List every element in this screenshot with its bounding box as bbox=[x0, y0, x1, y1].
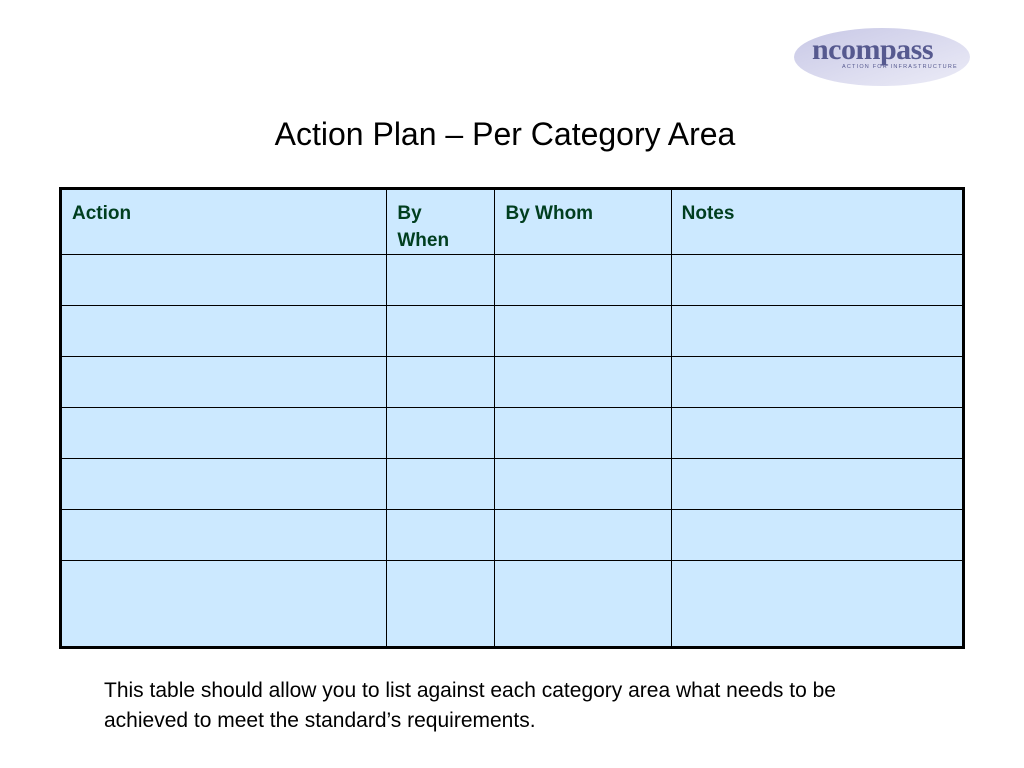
table-row bbox=[61, 561, 964, 648]
table-cell-action[interactable] bbox=[61, 459, 387, 510]
table-cell-by-when[interactable] bbox=[387, 459, 495, 510]
table-cell-notes[interactable] bbox=[671, 306, 963, 357]
table-cell-notes[interactable] bbox=[671, 459, 963, 510]
table-cell-action[interactable] bbox=[61, 306, 387, 357]
table-cell-action[interactable] bbox=[61, 255, 387, 306]
table-row bbox=[61, 306, 964, 357]
logo-tagline: ACTION FOR INFRASTRUCTURE bbox=[842, 64, 958, 70]
table-cell-action[interactable] bbox=[61, 408, 387, 459]
column-header-by-when: By When bbox=[387, 189, 495, 255]
table-row bbox=[61, 510, 964, 561]
page-title: Action Plan – Per Category Area bbox=[274, 116, 736, 152]
table-cell-by-when[interactable] bbox=[387, 561, 495, 648]
table-cell-by-when[interactable] bbox=[387, 408, 495, 459]
table-cell-by-when[interactable] bbox=[387, 510, 495, 561]
table-row bbox=[61, 357, 964, 408]
table-cell-notes[interactable] bbox=[671, 561, 963, 648]
table-cell-by-when[interactable] bbox=[387, 357, 495, 408]
ncompass-logo bbox=[792, 24, 978, 88]
table-cell-notes[interactable] bbox=[671, 510, 963, 561]
table-cell-action[interactable] bbox=[61, 561, 387, 648]
table-cell-by-whom[interactable] bbox=[495, 306, 671, 357]
table-cell-action[interactable] bbox=[61, 510, 387, 561]
table-cell-by-whom[interactable] bbox=[495, 561, 671, 648]
table-cell-notes[interactable] bbox=[671, 255, 963, 306]
column-header-by-whom: By Whom bbox=[495, 189, 671, 255]
table-instructions: This table should allow you to list against each category area what needs to be achieved to meet the standard’s requirements. bbox=[104, 679, 836, 732]
column-header-notes: Notes bbox=[671, 189, 963, 255]
action-plan-table bbox=[59, 187, 965, 649]
table-cell-by-whom[interactable] bbox=[495, 459, 671, 510]
table-cell-by-whom[interactable] bbox=[495, 408, 671, 459]
table-cell-by-whom[interactable] bbox=[495, 510, 671, 561]
table-cell-notes[interactable] bbox=[671, 357, 963, 408]
table-cell-by-when[interactable] bbox=[387, 255, 495, 306]
table-cell-notes[interactable] bbox=[671, 408, 963, 459]
logo-wordmark: ncompass bbox=[812, 33, 934, 66]
table-cell-by-whom[interactable] bbox=[495, 255, 671, 306]
table-cell-by-whom[interactable] bbox=[495, 357, 671, 408]
table-row bbox=[61, 459, 964, 510]
table-row bbox=[61, 255, 964, 306]
table-header-row bbox=[61, 189, 964, 255]
table-row bbox=[61, 408, 964, 459]
column-header-action: Action bbox=[61, 189, 387, 255]
table-cell-action[interactable] bbox=[61, 357, 387, 408]
table-cell-by-when[interactable] bbox=[387, 306, 495, 357]
